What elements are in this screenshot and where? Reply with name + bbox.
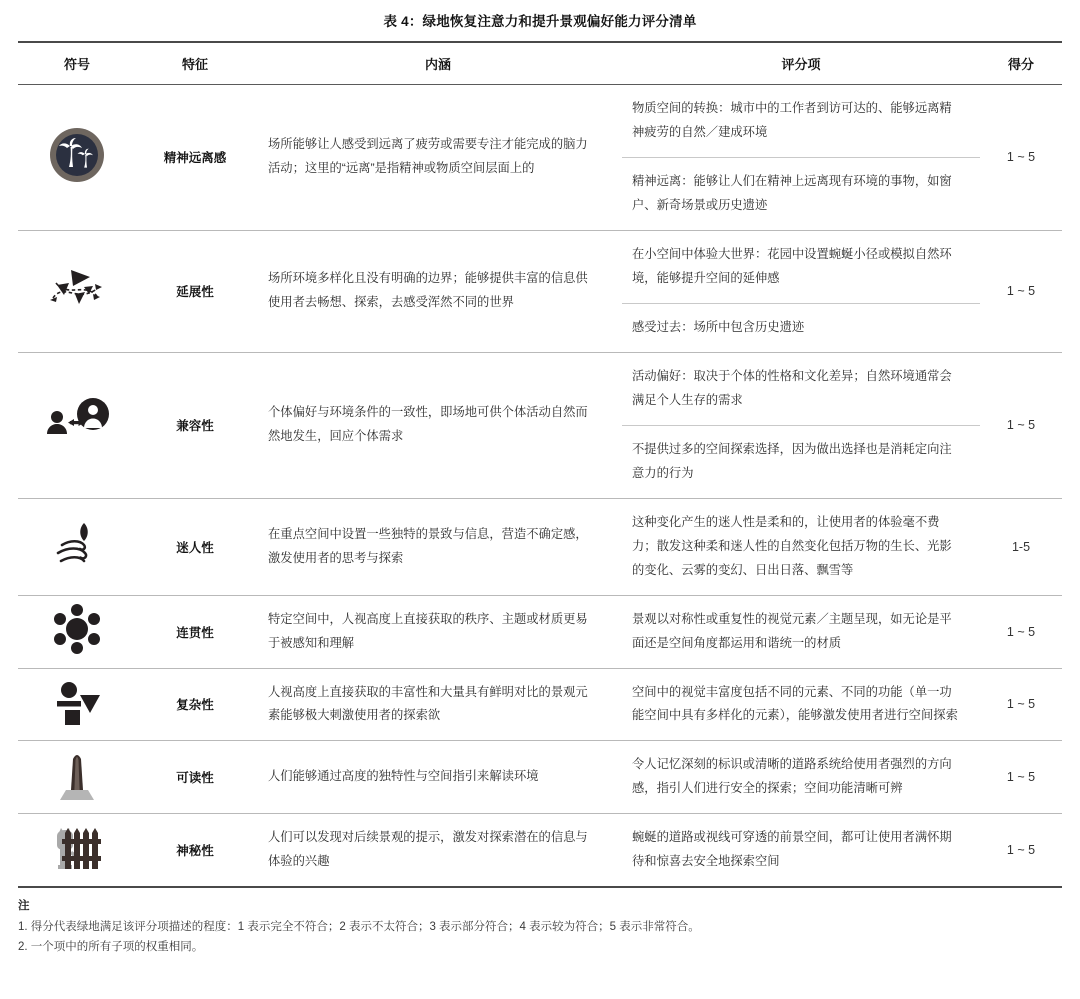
cat-behind-fence-icon: [40, 815, 114, 881]
table-row: [18, 498, 1062, 595]
row-feature: 精神远离感: [136, 85, 254, 231]
fence-shape: [62, 828, 101, 869]
row-feature: 连贯性: [136, 595, 254, 668]
table-row: [18, 595, 1062, 668]
row-criteria-cell: [622, 85, 980, 231]
row-criteria-cell: [622, 741, 980, 814]
criteria-item: 活动偏好：取决于个体的性格和文化差异；自然环境通常会满足个人生存的需求: [622, 353, 980, 426]
row-criteria-cell: [622, 352, 980, 498]
row-connotation-cell: [254, 230, 622, 352]
notes-title: 注: [18, 900, 30, 913]
row-connotation: 场所环境多样化且没有明确的边界；能够提供丰富的信息供使用者去畅想、探索，去感受浑然不同的世界: [268, 271, 588, 310]
criteria-item: 精神远离：能够让人们在精神上远离现有环境的事物，如窗户、新奇场景或历史遗迹: [632, 173, 952, 212]
row-connotation-cell: [254, 741, 622, 814]
row-connotation-cell: [254, 498, 622, 595]
table-caption: 表 4：绿地恢复注意力和提升景观偏好能力评分清单: [383, 14, 697, 29]
palm-tree-badge-icon: [40, 122, 114, 188]
criteria-item: 物质空间的转换：城市中的工作者到访可达的、能够远离精神疲劳的自然／建成环境: [622, 85, 980, 158]
scoring-table: [18, 41, 1062, 886]
row-feature: 延展性: [136, 230, 254, 352]
row-connotation: 个体偏好与环境条件的一致性，即场地可供个体活动自然而然地发生，回应个体需求: [268, 405, 588, 444]
row-connotation: 在重点空间中设置一些独特的景致与信息，营造不确定感，激发使用者的思考与探索: [268, 526, 588, 565]
radial-dots-icon: [40, 596, 114, 662]
scattered-triangles-icon: [40, 256, 114, 322]
row-connotation: 人们能够通过高度的独特性与空间指引来解读环境: [268, 769, 539, 784]
row-criteria-cell: [622, 230, 980, 352]
row-score: 1 ~ 5: [980, 668, 1062, 741]
table-row: [18, 352, 1062, 498]
row-symbol-cell: [18, 814, 136, 886]
column-header-symbol: 符号: [63, 57, 90, 72]
row-symbol-cell: [18, 85, 136, 231]
row-feature: 复杂性: [136, 668, 254, 741]
row-score: 1 ~ 5: [980, 352, 1062, 498]
row-score: 1 ~ 5: [980, 85, 1062, 231]
criteria-item: 空间中的视觉丰富度包括不同的元素、不同的功能（单一功能空间中具有多样化的元素），能够激发使用者进行空间探索: [632, 684, 958, 723]
row-connotation-cell: [254, 352, 622, 498]
row-score: 1-5: [980, 498, 1062, 595]
row-score: 1 ~ 5: [1006, 843, 1036, 858]
row-score: 1 ~ 5: [980, 741, 1062, 814]
row-connotation-cell: [254, 595, 622, 668]
leaf-wind-icon: [40, 511, 114, 577]
table-row: [18, 85, 1062, 231]
notes-line: 2. 一个项中的所有子项的权重相同。: [18, 941, 204, 954]
notes-line: 1. 得分代表绿地满足该评分项描述的程度：1 表示完全不符合；2 表示不太符合；3 表示部分符合；4 表示较为符合；5 表示非常符合。: [18, 921, 700, 934]
obelisk-monument-icon: [40, 742, 114, 808]
table-body: [18, 85, 1062, 887]
criteria-item: 景观以对称性或重复性的视觉元素／主题呈现，如无论是平面还是空间角度都运用和谐统一的材质: [632, 611, 952, 650]
row-symbol-cell: [18, 668, 136, 741]
table-head: [18, 42, 1062, 85]
row-criteria-cell: [622, 595, 980, 668]
table-row: [18, 668, 1062, 741]
row-symbol-cell: [18, 741, 136, 814]
row-criteria-cell: [622, 498, 980, 595]
row-connotation: 人们可以发现对后续景观的提示，激发对探索潜在的信息与体验的兴趣: [268, 830, 588, 869]
table-bottom-rule: [18, 886, 1062, 888]
criteria-item: 这种变化产生的迷人性是柔和的，让使用者的体验毫不费力；散发这种柔和迷人性的自然变化包括万物的生长、光影的变化、云雾的变幻、日出日落、飘雪等: [632, 514, 952, 577]
row-connotation-cell: [254, 85, 622, 231]
column-header-feature: 特征: [181, 57, 208, 72]
column-header-connotation: 内涵: [424, 57, 451, 72]
column-header-criteria: 评分项: [781, 57, 821, 72]
row-connotation: 场所能够让人感受到远离了疲劳或需要专注才能完成的脑力活动；这里的“远离”是指精神或物质空间层面上的: [268, 137, 588, 176]
row-connotation: 特定空间中，人视高度上直接获取的秩序、主题或材质更易于被感知和理解: [268, 611, 588, 650]
row-feature: 兼容性: [136, 352, 254, 498]
header-row: [18, 42, 1062, 85]
row-score: 1 ~ 5: [980, 230, 1062, 352]
criteria-item: 不提供过多的空间探索选择，因为做出选择也是消耗定向注意力的行为: [632, 441, 952, 480]
row-criteria-cell: [622, 668, 980, 741]
table-row: [18, 230, 1062, 352]
row-feature: 神秘性: [176, 844, 214, 859]
criteria-item: 令人记忆深刻的标识或清晰的道路系统给使用者强烈的方向感，指引人们进行安全的探索；空间功能清晰可辨: [632, 757, 952, 796]
criteria-item: 蜿蜒的道路或视线可穿透的前景空间，都可让使用者满怀期待和惊喜去安全地探索空间: [632, 830, 952, 869]
row-criteria-cell: [622, 814, 980, 886]
row-connotation: 人视高度上直接获取的丰富性和大量具有鲜明对比的景观元素能够极大刺激使用者的探索欲: [268, 684, 588, 723]
row-symbol-cell: [18, 498, 136, 595]
row-symbol-cell: [18, 352, 136, 498]
table-row: [18, 814, 1062, 886]
two-persons-exchange-icon: [40, 390, 114, 456]
row-score: 1 ~ 5: [980, 595, 1062, 668]
table-row: [18, 741, 1062, 814]
notes-block: [18, 897, 1062, 957]
geometric-shapes-icon: [40, 669, 114, 735]
row-feature: 迷人性: [136, 498, 254, 595]
column-header-score: 得分: [1007, 57, 1034, 72]
row-symbol-cell: [18, 230, 136, 352]
row-connotation-cell: [254, 668, 622, 741]
row-feature: 可读性: [136, 741, 254, 814]
criteria-item: 在小空间中体验大世界：花园中设置蜿蜒小径或模拟自然环境，能够提升空间的延伸感: [622, 231, 980, 304]
row-symbol-cell: [18, 595, 136, 668]
row-connotation-cell: [254, 814, 622, 886]
criteria-item: 感受过去：场所中包含历史遗迹: [632, 319, 805, 334]
